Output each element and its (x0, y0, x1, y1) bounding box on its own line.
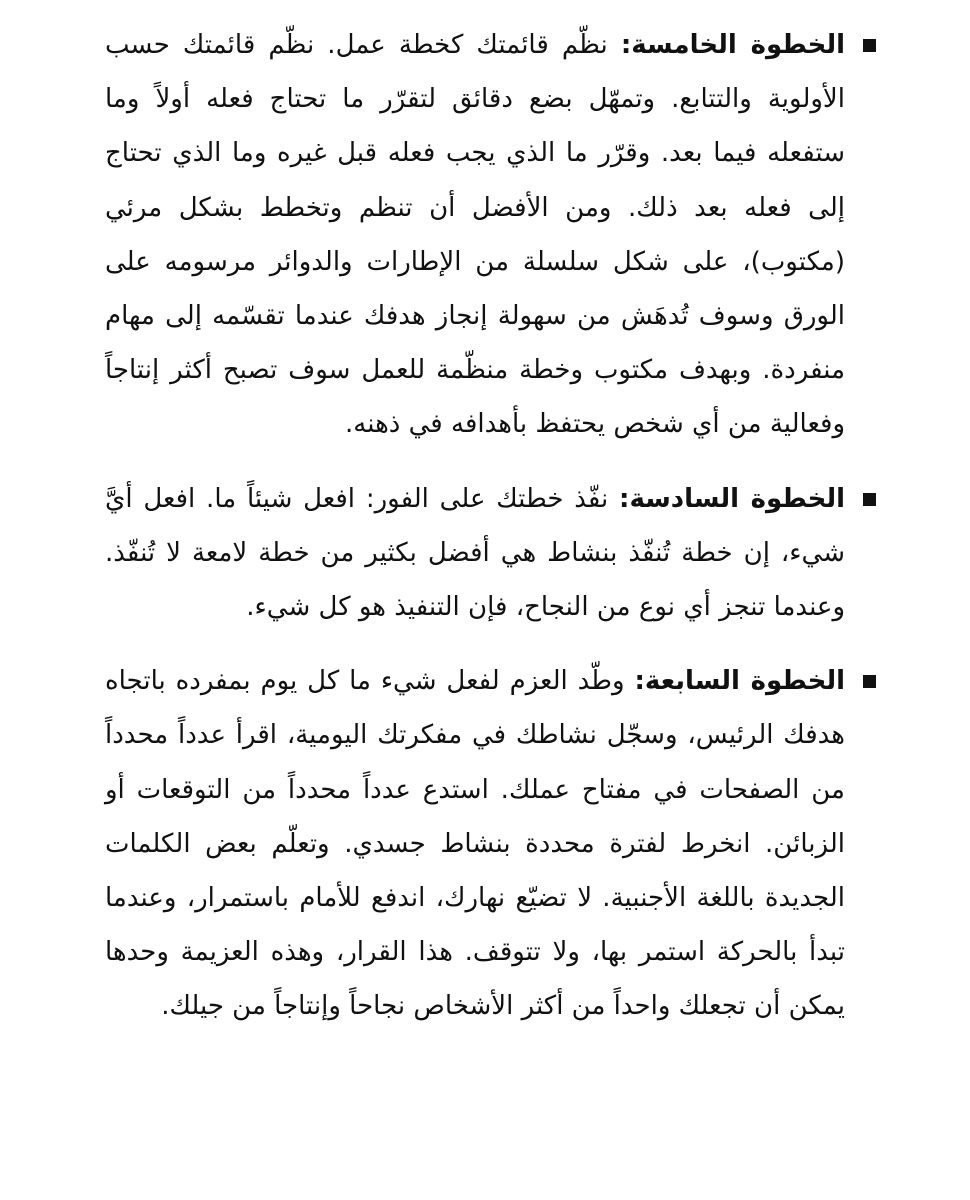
step-seven-block (105, 654, 845, 1033)
step-five-paragraph (105, 18, 845, 452)
square-bullet-icon (863, 39, 876, 52)
square-bullet-icon (863, 675, 876, 688)
step-six-title: الخطوة السادسة: (619, 483, 845, 514)
step-seven-text: وطّد العزم لفعل شيء ما كل يوم بمفرده باتجاه هدفك الرئيس، وسجّل نشاطك في مفكرتك اليومية، اقرأ عدداً محدداً من الصفحات في مفتاح عملك. استدع عدداً محدداً من التوقعات أو الزبائن. انخرط لفترة محددة بنشاط جسدي. وتعلّم بعض الكلمات الجديدة باللغة الأجنبية. لا تضيّع نهارك، اندفع للأمام باستمرار، وعندما تبدأ بالحركة استمر بها، ولا تتوقف. هذا القرار، وهذه العزيمة وحدها يمكن أن تجعلك واحداً من أكثر الأشخاص نجاحاً وإنتاجاً من جيلك. (105, 666, 845, 1022)
step-seven-title: الخطوة السابعة: (634, 666, 846, 697)
step-six-block (105, 472, 845, 635)
step-five-text: نظّم قائمتك كخطة عمل. نظّم قائمتك حسب الأولوية والتتابع. وتمهّل بضع دقائق لتقرّر ما تحتاج فعله أولاً وما ستفعله فيما بعد. وقرّر ما الذي يجب فعله قبل غيره وما الذي تحتاج إلى فعله بعد ذلك. ومن الأفضل أن تنظم وتخطط بشكل مرئي (مكتوب)، على شكل سلسلة من الإطارات والدوائر مرسومه على الورق وسوف تُدهَش من سهولة إنجاز هدفك عندما تقسّمه إلى مهام منفردة. وبهدف مكتوب وخطة منظّمة للعمل سوف تصبح أكثر إنتاجاً وفعالية من أي شخص يحتفظ بأهدافه في ذهنه. (105, 30, 845, 440)
square-bullet-icon (863, 493, 876, 506)
step-five-block (105, 18, 845, 452)
step-six-text: نفّذ خطتك على الفور: افعل شيئاً ما. افعل أيَّ شيء، إن خطة تُنفّذ بنشاط هي أفضل بكثير من خطة لامعة لا تُنفّذ. وعندما تنجز أي نوع من النجاح، فإن التنفيذ هو كل شيء. (105, 483, 845, 623)
step-five-title: الخطوة الخامسة: (620, 30, 846, 60)
step-six-paragraph (105, 472, 845, 635)
step-seven-paragraph (105, 654, 845, 1033)
